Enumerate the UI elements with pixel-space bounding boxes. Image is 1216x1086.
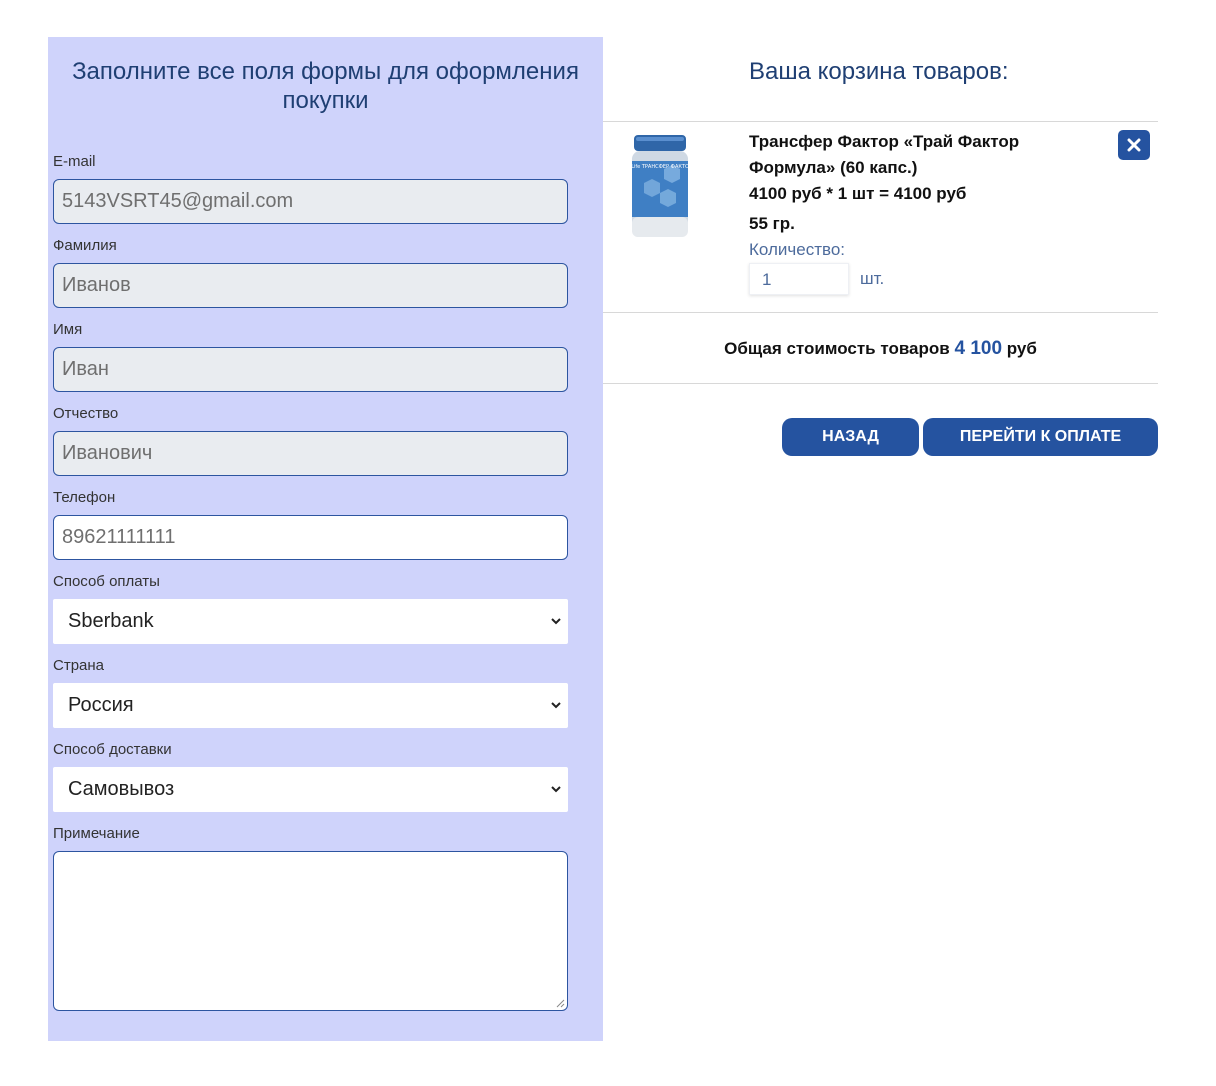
proceed-to-payment-button[interactable]: ПЕРЕЙТИ К ОПЛАТЕ [923,418,1158,456]
total-label: Общая стоимость товаров [724,339,950,358]
phone-field[interactable]: 89621111111 [53,515,568,560]
total-amount: 4 100 [954,338,1003,359]
remove-item-button[interactable] [1118,130,1150,160]
chevron-down-icon [550,683,562,728]
product-name: Трансфер Фактор «Трай Фактор Формула» (60 капс.) [749,132,1020,177]
note-label: Примечание [53,825,140,842]
phone-label: Телефон [53,489,116,506]
resize-grip-icon[interactable] [555,998,565,1008]
close-icon [1127,138,1141,152]
delivery-label: Способ доставки [53,741,172,758]
divider [603,312,1158,313]
first-name-label: Имя [53,321,83,338]
country-select-value: Россия [68,694,134,716]
product-weight: 55 гр. [749,214,795,233]
last-name-label: Фамилия [53,237,117,254]
payment-select[interactable] [53,599,568,644]
form-title: Заполните все поля формы для оформления покупки [72,58,579,114]
divider [603,383,1158,384]
quantity-label: Количество: [749,240,846,259]
quantity-unit: шт. [860,269,885,288]
cart-title: Ваша корзина товаров: [749,58,1009,85]
total-currency: руб [1006,339,1037,358]
product-image [628,133,692,243]
chevron-down-icon [550,767,562,812]
product-image-label: 4Life ТРАНСФЕР ФАКТОР [628,164,692,170]
chevron-down-icon [550,599,562,644]
last-name-field[interactable]: Иванов [53,263,568,308]
cart-total [603,337,1158,361]
payment-select-value: Sberbank [68,610,154,632]
divider [603,121,1158,122]
product-price-calc: 4100 руб * 1 шт = 4100 руб [749,184,967,203]
middle-name-label: Отчество [53,405,119,422]
country-label: Страна [53,657,105,674]
back-button[interactable]: НАЗАД [782,418,919,456]
delivery-select[interactable] [53,767,568,812]
email-field[interactable]: 5143VSRT45@gmail.com [53,179,568,224]
payment-label: Способ оплаты [53,573,160,590]
checkout-form [48,37,603,1041]
delivery-select-value: Самовывоз [68,778,175,800]
first-name-field[interactable]: Иван [53,347,568,392]
quantity-input[interactable]: 1 [749,263,849,295]
note-textarea[interactable] [53,851,568,1011]
middle-name-field[interactable]: Иванович [53,431,568,476]
email-label: E-mail [53,153,96,170]
country-select[interactable] [53,683,568,728]
